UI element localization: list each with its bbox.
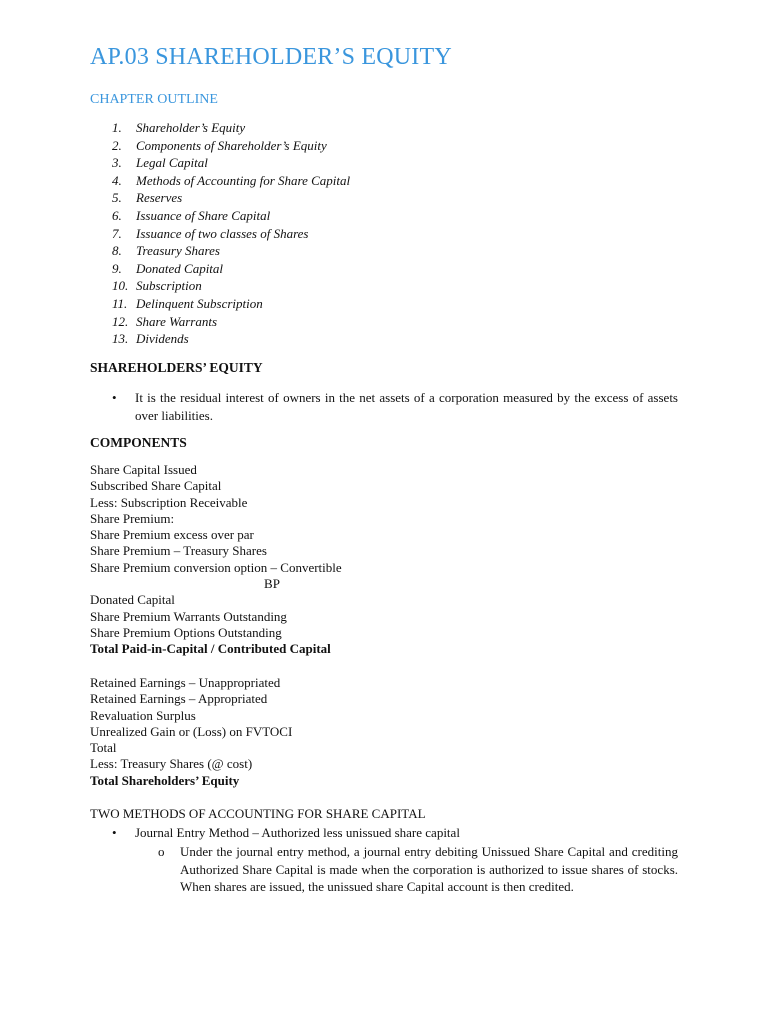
component-total-line: Total Paid-in-Capital / Contributed Capital xyxy=(90,641,331,657)
component-line: Share Premium Warrants Outstanding xyxy=(90,608,287,624)
chapter-outline-list xyxy=(112,119,350,348)
chapter-outline-heading: CHAPTER OUTLINE xyxy=(90,92,218,107)
outline-item-number: 3. xyxy=(112,155,122,171)
journal-entry-method-text: Journal Entry Method – Authorized less unissued share capital xyxy=(135,825,460,840)
outline-item-number: 8. xyxy=(112,243,122,259)
outline-item-label: Reserves xyxy=(136,190,183,206)
shareholders-equity-heading: SHAREHOLDERS’ EQUITY xyxy=(90,360,263,375)
outline-item xyxy=(112,189,350,207)
outline-item-label: Components of Shareholder’s Equity xyxy=(136,137,327,153)
outline-item-number: 11. xyxy=(112,295,128,311)
outline-item xyxy=(112,260,350,278)
outline-item xyxy=(112,207,350,225)
component-line: Less: Subscription Receivable xyxy=(90,494,248,510)
component-line: Total xyxy=(90,740,117,756)
outline-item-label: Donated Capital xyxy=(136,260,224,276)
outline-item-number: 13. xyxy=(112,331,129,347)
journal-entry-method-detail xyxy=(158,843,678,896)
outline-item-label: Issuance of two classes of Shares xyxy=(136,225,309,241)
component-line: Donated Capital xyxy=(90,592,175,608)
component-line: Share Premium: xyxy=(90,510,175,526)
outline-item xyxy=(112,295,350,313)
outline-item xyxy=(112,225,350,243)
page-title: AP.03 SHAREHOLDER’S EQUITY xyxy=(90,44,452,70)
component-line: Share Premium – Treasury Shares xyxy=(90,543,267,559)
outline-item xyxy=(112,119,350,137)
equity-definition-bullet xyxy=(112,389,678,424)
outline-item xyxy=(112,313,350,331)
outline-item xyxy=(112,154,350,172)
component-line: Less: Treasury Shares (@ cost) xyxy=(90,756,253,772)
outline-item-label: Shareholder’s Equity xyxy=(136,120,246,135)
component-line: Share Premium conversion option – Convertible xyxy=(90,559,342,575)
outline-item-number: 5. xyxy=(112,190,122,206)
components-list-paid-in xyxy=(90,462,454,658)
component-total-line: Total Shareholders’ Equity xyxy=(90,772,240,788)
outline-item-number: 6. xyxy=(112,207,122,223)
bullet-icon: • xyxy=(112,825,117,840)
component-line: Revaluation Surplus xyxy=(90,707,196,723)
equity-definition-text: It is the residual interest of owners in the net assets of a corporation measured by the excess of assets over liabilities. xyxy=(135,390,678,423)
outline-item-number: 7. xyxy=(112,225,122,241)
outline-item-label: Methods of Accounting for Share Capital xyxy=(136,172,351,188)
outline-item-label: Legal Capital xyxy=(136,155,208,171)
component-line: Subscribed Share Capital xyxy=(90,478,222,494)
journal-entry-method-bullet xyxy=(112,824,460,841)
outline-item-number: 12. xyxy=(112,313,129,329)
outline-item-label: Issuance of Share Capital xyxy=(136,207,271,223)
outline-item-number: 9. xyxy=(112,260,122,276)
outline-item-label: Subscription xyxy=(136,278,202,294)
outline-item-label: Treasury Shares xyxy=(136,243,220,259)
bullet-icon: • xyxy=(112,390,117,405)
outline-item xyxy=(112,137,350,155)
outline-item xyxy=(112,242,350,260)
component-line: Share Premium excess over par xyxy=(90,527,254,543)
outline-item xyxy=(112,172,350,190)
journal-entry-method-detail-text: Under the journal entry method, a journal entry debiting Unissued Share Capital and crediting Authorized Share Capital is made when the corporation is authorized to issue shares of stocks. When shares are issued, the unissued share Capital account is then credited. xyxy=(180,844,678,895)
outline-item-label: Delinquent Subscription xyxy=(136,295,263,311)
outline-item xyxy=(112,277,350,295)
component-line: Share Premium Options Outstanding xyxy=(90,624,282,640)
methods-heading: TWO METHODS OF ACCOUNTING FOR SHARE CAPITAL xyxy=(90,806,426,821)
components-list-retained xyxy=(90,675,292,789)
component-line: BP xyxy=(264,576,280,592)
outline-item xyxy=(112,330,350,348)
outline-item-label: Share Warrants xyxy=(136,313,218,329)
outline-item-number: 4. xyxy=(112,172,122,188)
component-line: Share Capital Issued xyxy=(90,462,197,477)
sub-bullet-icon: o xyxy=(158,844,165,859)
component-line: Unrealized Gain or (Loss) on FVTOCI xyxy=(90,723,293,739)
outline-item-number: 1. xyxy=(112,120,122,135)
component-line: Retained Earnings – Unappropriated xyxy=(90,675,281,690)
outline-item-label: Dividends xyxy=(136,331,189,347)
outline-item-number: 2. xyxy=(112,137,122,153)
components-heading: COMPONENTS xyxy=(90,435,187,450)
component-line: Retained Earnings – Appropriated xyxy=(90,691,268,707)
outline-item-number: 10. xyxy=(112,278,129,294)
